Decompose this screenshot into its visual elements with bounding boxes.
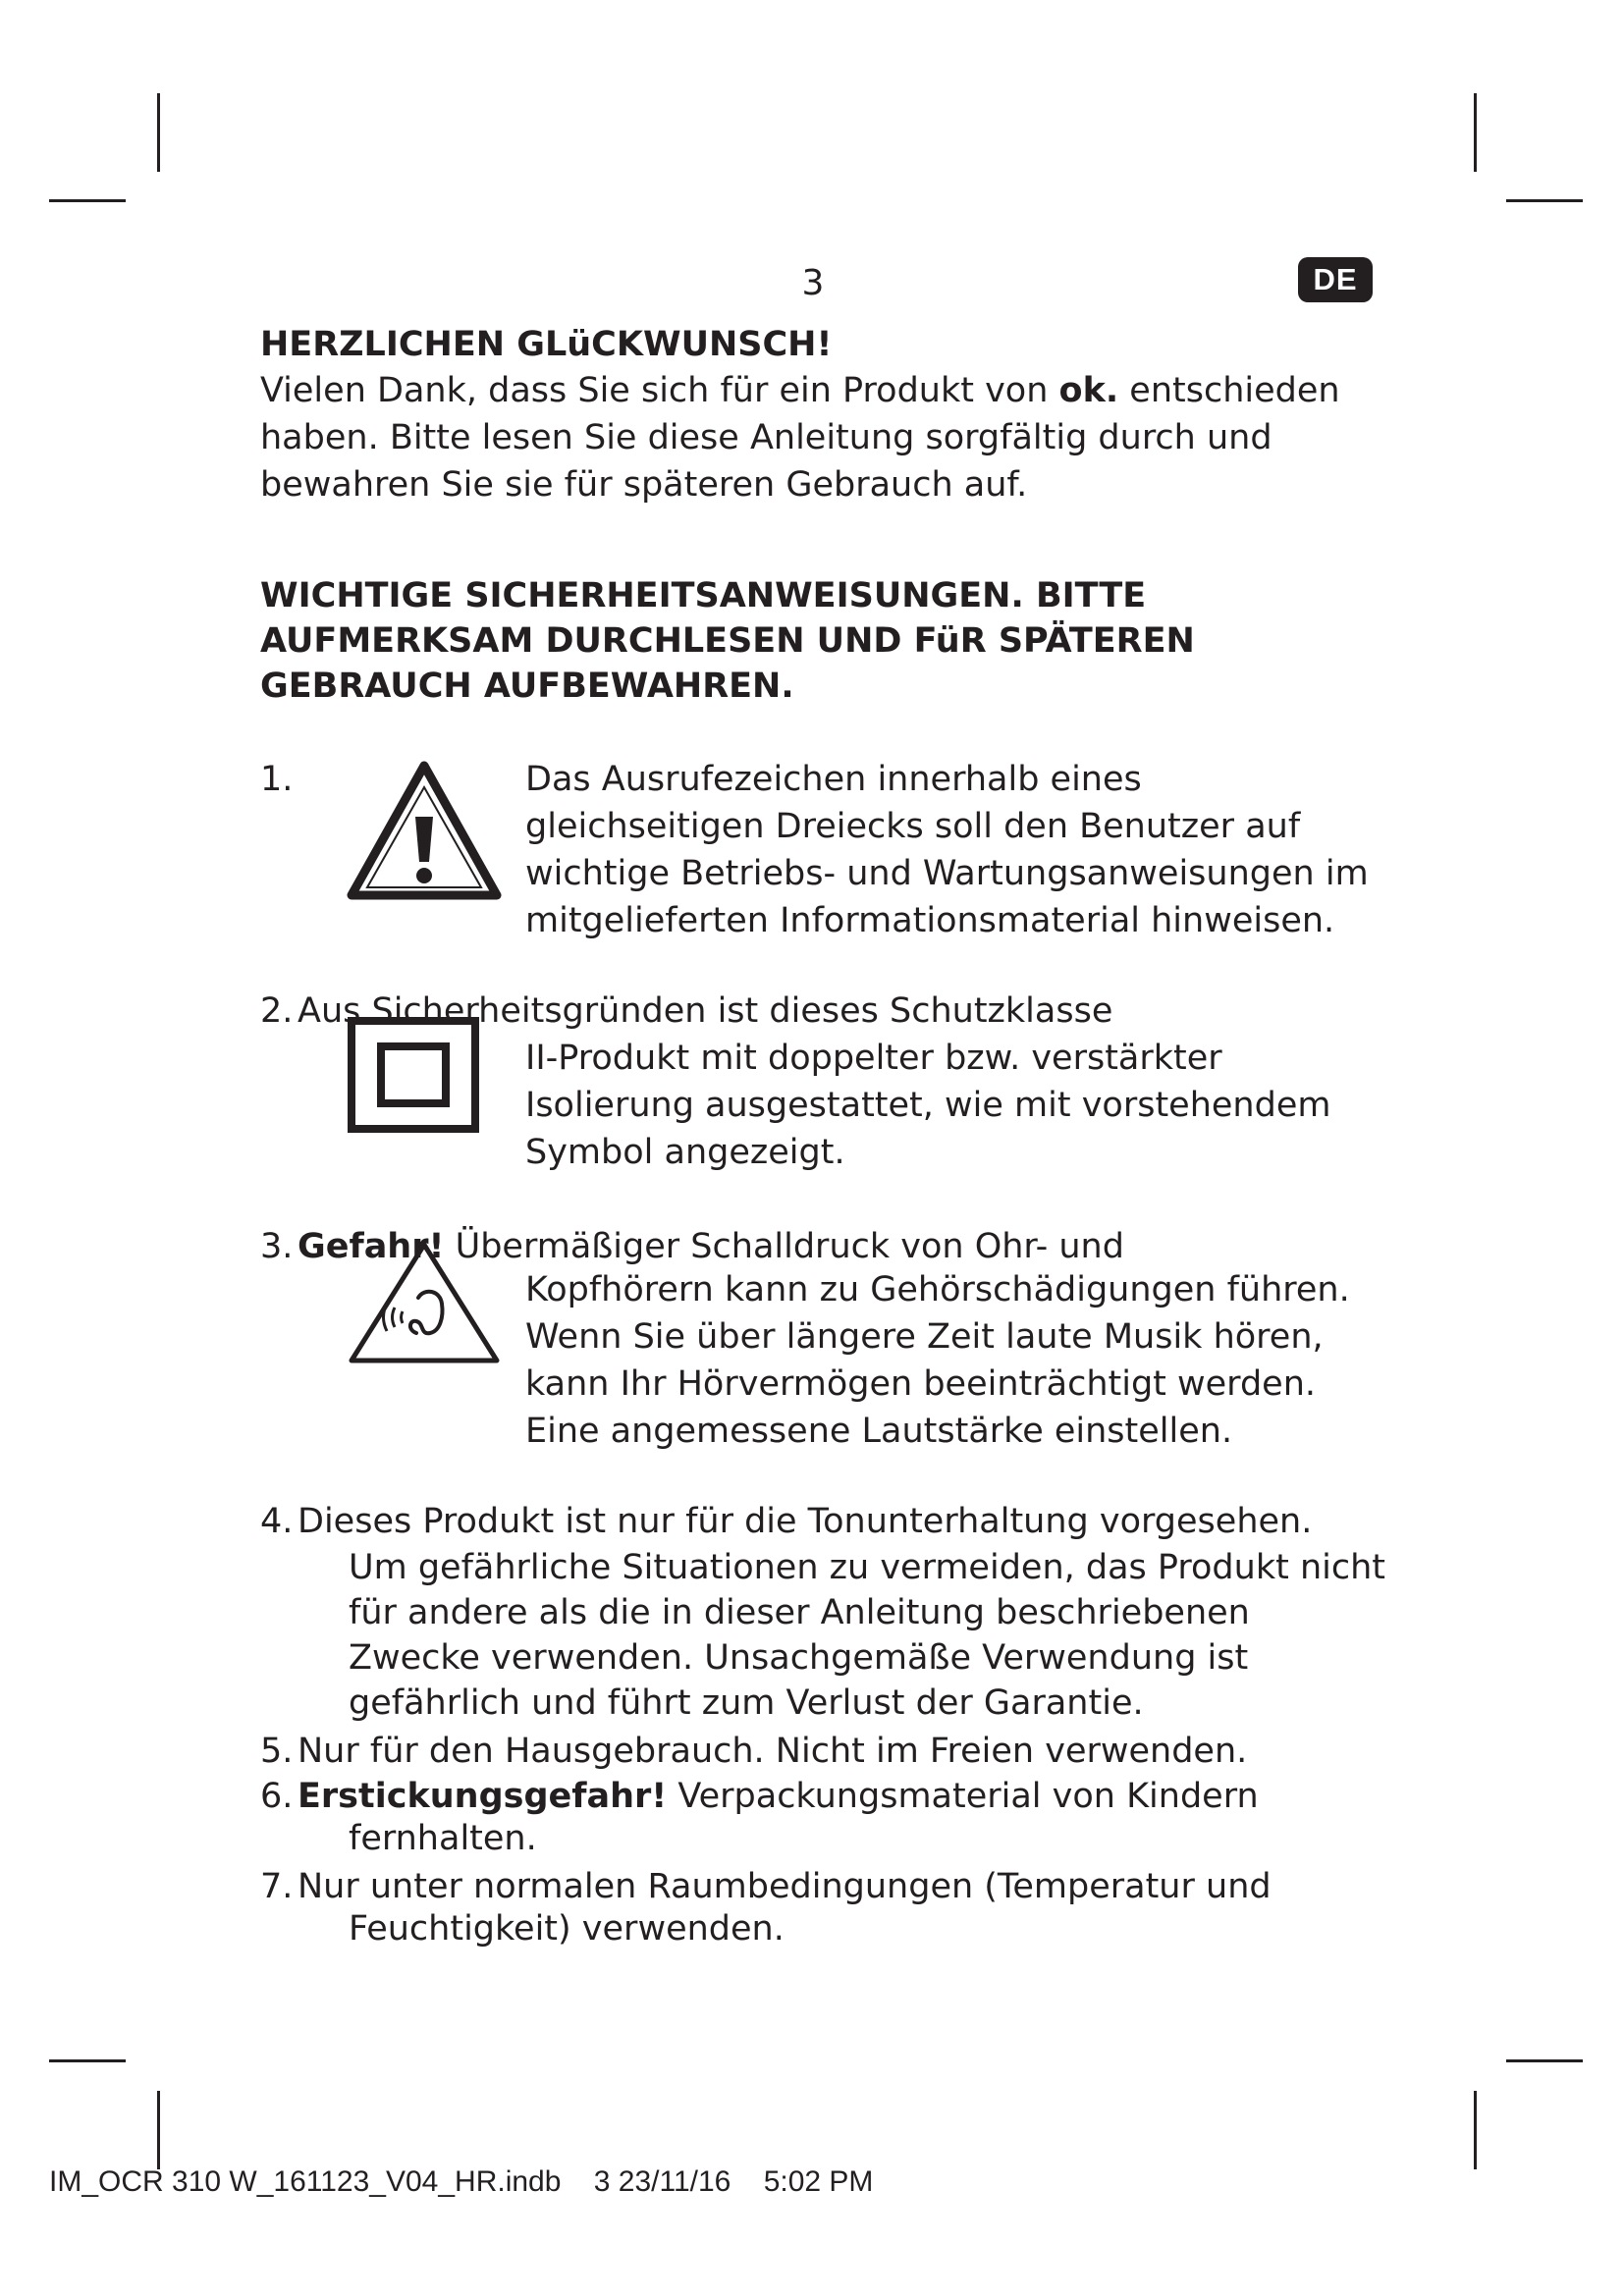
language-badge: DE: [1298, 257, 1373, 302]
slug-date: 23/11/16: [618, 2165, 731, 2198]
item-number: 6.: [260, 1777, 294, 1816]
item-text: fernhalten.: [349, 1819, 537, 1858]
crop-mark: [1506, 199, 1583, 202]
item-number: 1.: [260, 760, 294, 799]
item-text: Kopfhörern kann zu Gehörschädigungen führen. Wenn Sie über längere Zeit laute Musik hören, kann Ihr Hörvermögen beeinträchtigt werden. Eine angemessene Lautstärke einstellen.: [525, 1270, 1350, 1451]
item-lead: Aus Sicherheitsgründen ist dieses Schutzklasse: [298, 991, 1113, 1031]
slug-time: 5:02 PM: [763, 2165, 874, 2198]
item-number: 2.: [260, 991, 294, 1031]
item-number: 3.: [260, 1227, 294, 1266]
item-lead: Nur unter normalen Raumbedingungen (Temperatur und: [298, 1867, 1272, 1906]
item-lead: Dieses Produkt ist nur für die Tonunterhaltung vorgesehen.: [298, 1502, 1313, 1541]
crop-mark: [157, 93, 160, 172]
item-lead: Verpackungsmaterial von Kindern: [667, 1777, 1259, 1816]
item-text: Feuchtigkeit) verwenden.: [349, 1909, 785, 1949]
crop-mark: [49, 2059, 126, 2062]
slug-file: IM_OCR 310 W_161123_V04_HR.indb: [49, 2165, 562, 2198]
item-lead: Nur für den Hausgebrauch. Nicht im Freien verwenden.: [298, 1732, 1248, 1771]
intro-heading: HERZLICHEN GLüCKWUNSCH!: [260, 325, 833, 364]
item-lead-line: [298, 1773, 1259, 1820]
crop-mark: [157, 2091, 160, 2169]
item-lead: Übermäßiger Schalldruck von Ohr- und: [444, 1227, 1124, 1266]
slug-page: 3: [593, 2165, 611, 2198]
safety-heading: WICHTIGE SICHERHEITSANWEISUNGEN. BITTE AUFMERKSAM DURCHLESEN UND FüR SPÄTEREN GEBRAUCH AUFBEWAHREN.: [260, 576, 1195, 706]
item-text: II-Produkt mit doppelter bzw. verstärkter Isolierung ausgestattet, wie mit vorstehendem Symbol angezeigt.: [525, 1039, 1331, 1172]
item-number: 5.: [260, 1732, 294, 1771]
intro-text-after: entschieden haben. Bitte lesen Sie diese Anleitung sorgfältig durch und bewahren Sie sie für späteren Gebrauch auf.: [260, 371, 1340, 505]
item-text: Um gefährliche Situationen zu vermeiden, das Produkt nicht für andere als die in dieser Anleitung beschriebenen Zwecke verwenden. Unsachgemäße Verwendung ist gefährlich und führt zum Verlust der Garantie.: [349, 1548, 1385, 1723]
item-danger-label: Gefahr!: [298, 1227, 445, 1266]
print-slug: [49, 2165, 873, 2199]
item-number: 4.: [260, 1502, 294, 1541]
page-number: 3: [801, 263, 825, 303]
warning-triangle-icon: [346, 760, 503, 901]
item-danger-label: Erstickungsgefahr!: [298, 1777, 668, 1816]
intro-section: [260, 322, 1380, 508]
item-lead-line: [298, 1223, 1124, 1270]
intro-paragraph: [260, 367, 1380, 508]
item-text: Das Ausrufezeichen innerhalb eines gleichseitigen Dreiecks soll den Benutzer auf wichtige Betriebs- und Wartungsanweisungen im mitgelieferten Informationsmaterial hinweisen.: [525, 760, 1369, 940]
crop-mark: [1474, 2091, 1477, 2169]
crop-mark: [1506, 2059, 1583, 2062]
intro-text-before: Vielen Dank, dass Sie sich für ein Produkt von: [260, 371, 1059, 410]
item-number: 7.: [260, 1867, 294, 1906]
crop-mark: [1474, 93, 1477, 172]
brand-name: ok.: [1058, 371, 1119, 410]
crop-mark: [49, 199, 126, 202]
